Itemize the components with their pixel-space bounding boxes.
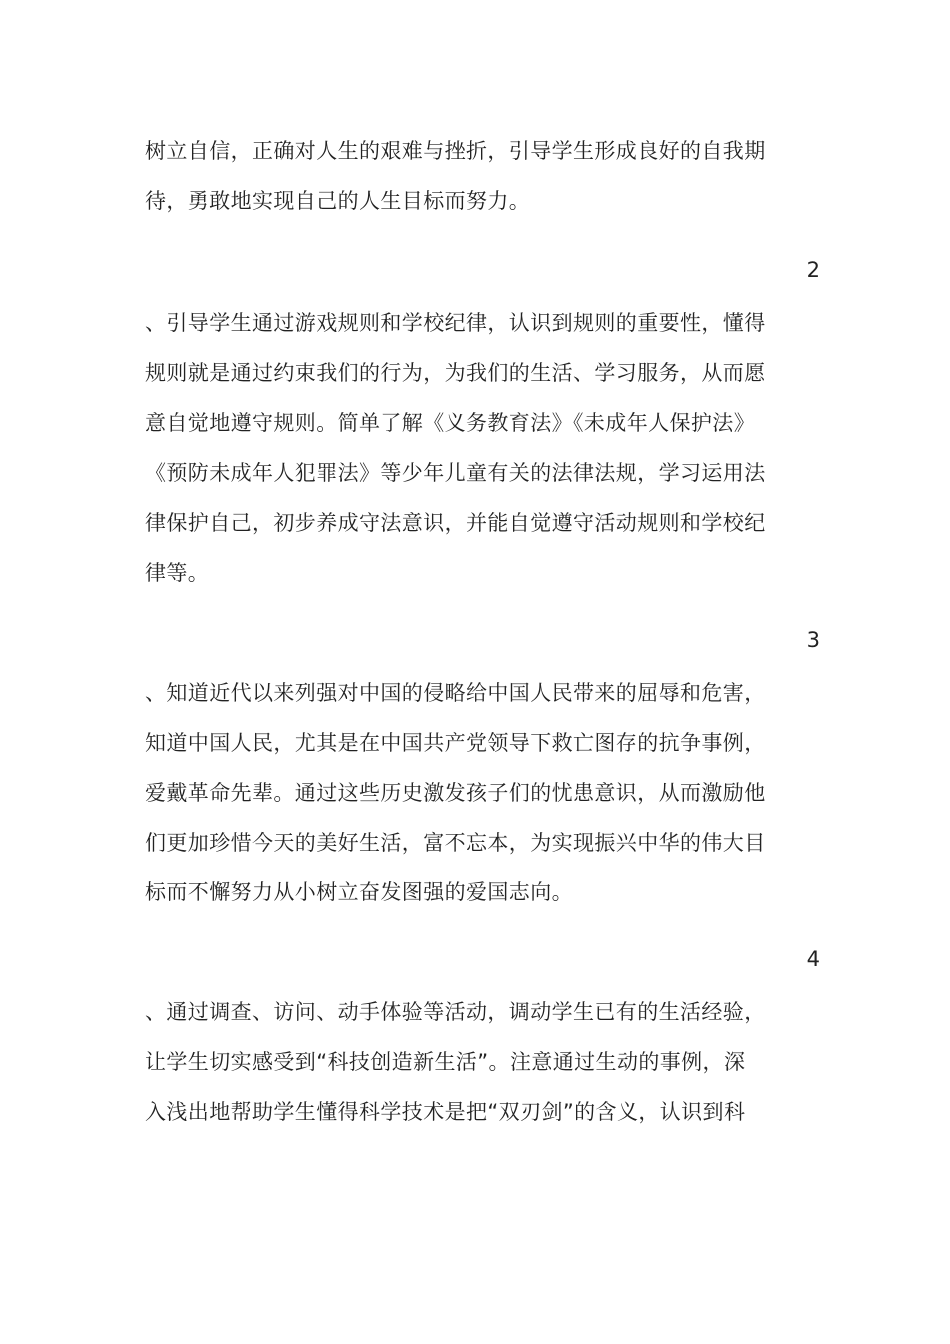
paragraph-2-number: 2 [806, 258, 820, 282]
paragraph-2-line-3: 意自觉地遵守规则。简单了解《义务教育法》《未成年人保护法》 [145, 411, 756, 435]
paragraph-2-line-1: 、引导学生通过游戏规则和学校纪律，认识到规则的重要性，懂得 [145, 311, 766, 335]
paragraph-1-line-1: 树立自信，正确对人生的艰难与挫折，引导学生形成良好的自我期 [145, 139, 766, 163]
paragraph-2-line-6: 律等。 [145, 561, 210, 585]
paragraph-4-line-1: 、通过调查、访问、动手体验等活动，调动学生已有的生活经验， [145, 1000, 766, 1024]
paragraph-3-number: 3 [806, 628, 820, 652]
paragraph-3-line-1: 、知道近代以来列强对中国的侵略给中国人民带来的屈辱和危害， [145, 681, 766, 705]
paragraph-3-line-2: 知道中国人民，尤其是在中国共产党领导下救亡图存的抗争事例， [145, 731, 766, 755]
paragraph-4-number: 4 [806, 947, 820, 971]
paragraph-2-line-4: 《预防未成年人犯罪法》等少年儿童有关的法律法规，学习运用法 [145, 461, 766, 485]
paragraph-1-line-2: 待，勇敢地实现自己的人生目标而努力。 [145, 189, 531, 213]
paragraph-3-line-3: 爱戴革命先辈。通过这些历史激发孩子们的忧患意识，从而激励他 [145, 781, 766, 805]
paragraph-4-line-3: 入浅出地帮助学生懂得科学技术是把“双刃剑”的含义，认识到科 [145, 1100, 746, 1124]
paragraph-2-line-5: 律保护自己，初步养成守法意识，并能自觉遵守活动规则和学校纪 [145, 511, 766, 535]
paragraph-4-line-2: 让学生切实感受到“科技创造新生活”。注意通过生动的事例，深 [145, 1050, 746, 1074]
paragraph-3-line-4: 们更加珍惜今天的美好生活，富不忘本，为实现振兴中华的伟大目 [145, 831, 766, 855]
paragraph-3-line-5: 标而不懈努力从小树立奋发图强的爱国志向。 [145, 880, 573, 904]
paragraph-2-line-2: 规则就是通过约束我们的行为，为我们的生活、学习服务，从而愿 [145, 361, 766, 385]
